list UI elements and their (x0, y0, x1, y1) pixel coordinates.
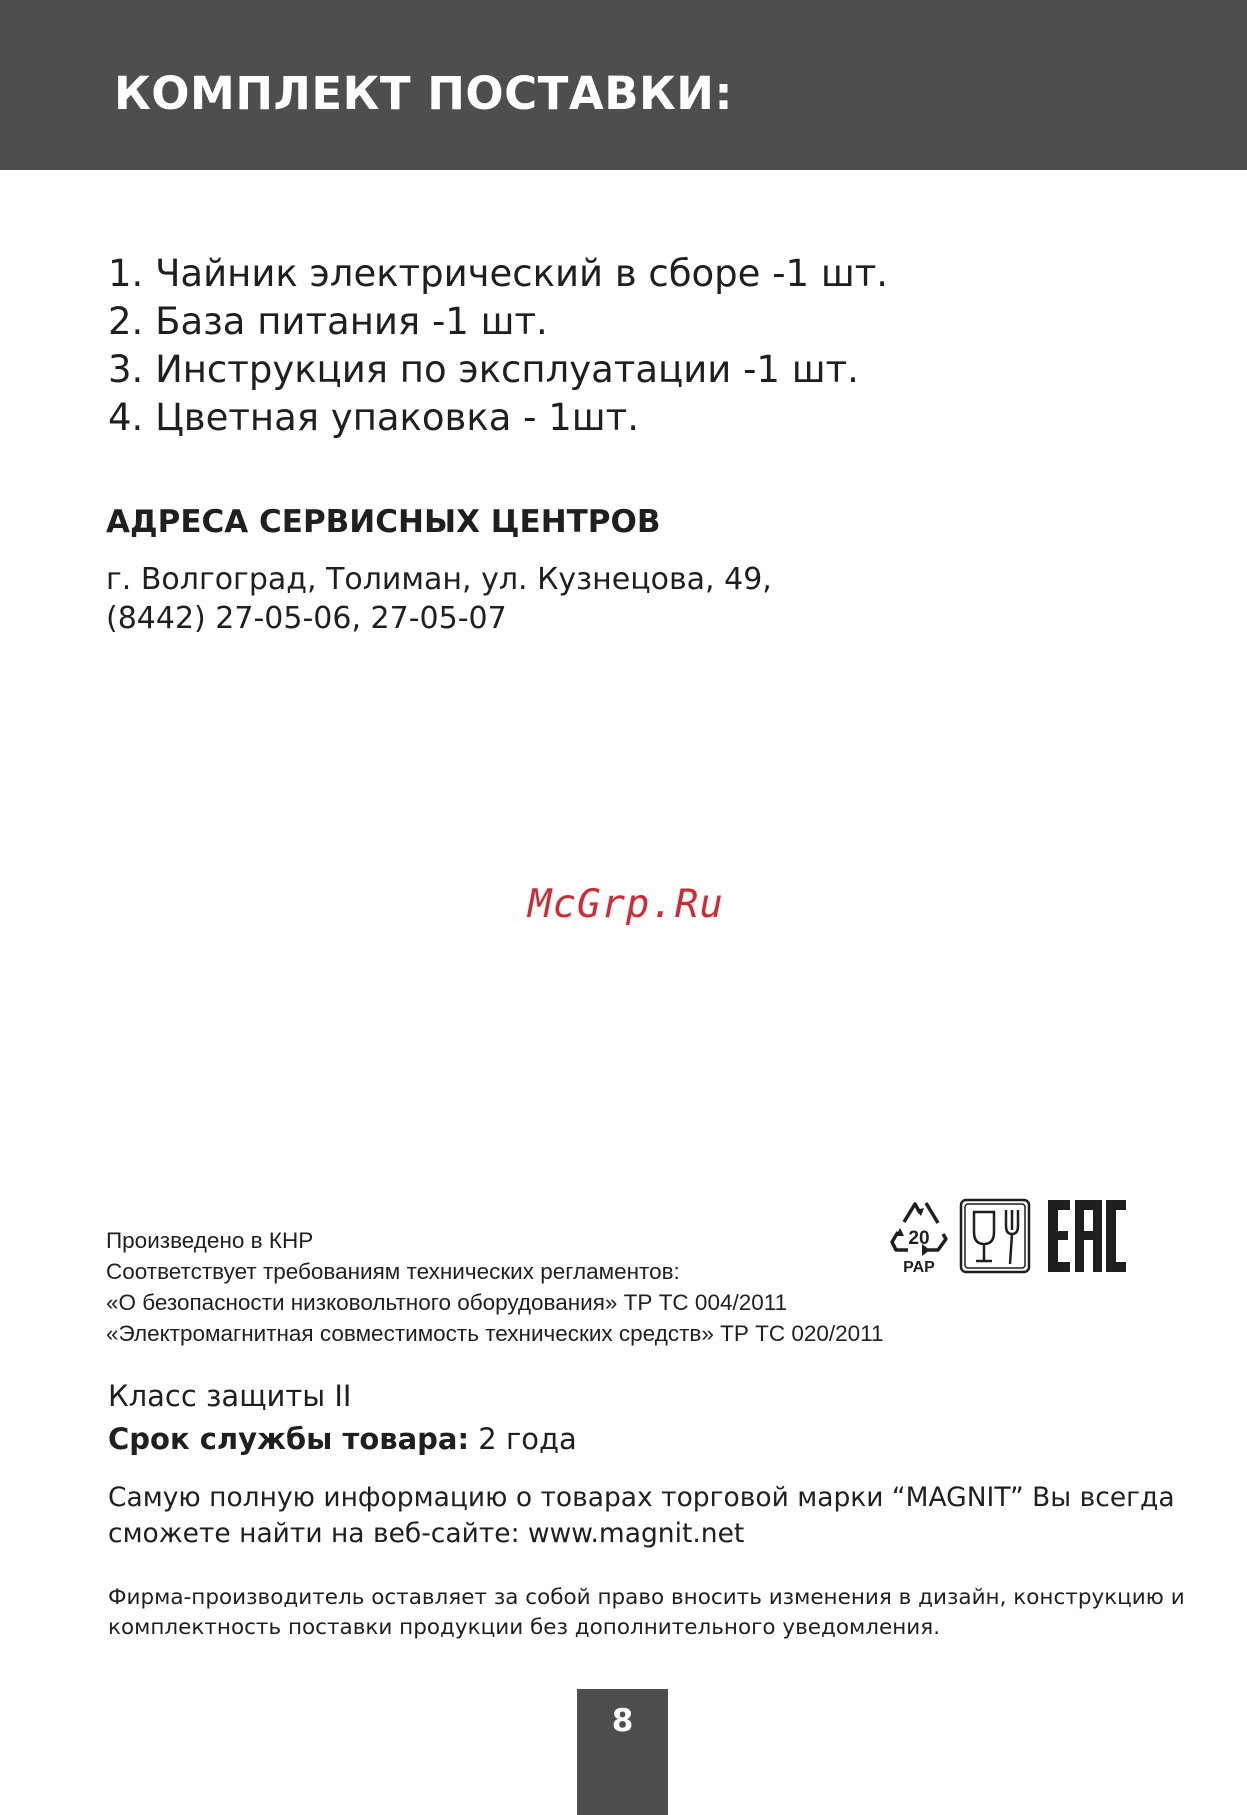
info-line: Самую полную информацию о товарах торговой марки “MAGNIT” Вы всегда (108, 1482, 1175, 1513)
origin-line: Произведено в КНР (106, 1228, 314, 1253)
service-life (108, 1418, 577, 1460)
page-number: 8 (611, 1703, 634, 1739)
list-item: 4. Цветная упаковка - 1шт. (108, 396, 639, 439)
header-bar (0, 0, 1247, 170)
service-life-value: 2 года (469, 1422, 577, 1456)
regulations-block (106, 1225, 884, 1349)
address-line: г. Волгоград, Толиман, ул. Кузнецова, 49, (106, 562, 772, 597)
recycle-code: 20 (908, 1228, 930, 1249)
recycle-material: PAP (903, 1259, 935, 1276)
eac-mark-icon (1048, 1200, 1126, 1272)
service-center-address (106, 560, 772, 638)
phone-line: (8442) 27-05-06, 27-05-07 (106, 601, 507, 636)
list-item: 1. Чайник электрический в сборе -1 шт. (108, 252, 889, 295)
info-paragraph (108, 1480, 1175, 1552)
protection-class: Класс защиты II (108, 1379, 352, 1413)
disclaimer-line: Фирма-производитель оставляет за собой право вносить изменения в дизайн, конструкцию и (108, 1585, 1185, 1610)
recycle-icon (892, 1203, 946, 1276)
kit-list (108, 250, 888, 442)
list-item: 3. Инструкция по эксплуатации -1 шт. (108, 348, 859, 391)
page-number-tab (577, 1689, 668, 1815)
info-line: сможете найти на веб-сайте: www.magnit.net (108, 1518, 745, 1549)
regulation-line: «Электромагнитная совместимость технических средств» ТР ТС 020/2011 (106, 1321, 884, 1346)
disclaimer-line: комплектность поставки продукции без дополнительного уведомления. (108, 1615, 941, 1640)
compliance-line: Соответствует требованиям технических регламентов: (106, 1259, 680, 1284)
certification-marks (888, 1196, 1128, 1280)
list-item: 2. База питания -1 шт. (108, 300, 548, 343)
watermark: McGrp.Ru (528, 882, 724, 927)
regulation-line: «О безопасности низковольтного оборудования» ТР ТС 004/2011 (106, 1290, 788, 1315)
food-contact-icon (961, 1200, 1029, 1272)
service-life-label: Срок службы товара: (108, 1422, 470, 1456)
page-title: КОМПЛЕКТ ПОСТАВКИ: (114, 67, 733, 120)
disclaimer-paragraph (108, 1583, 1185, 1643)
service-centers-heading: АДРЕСА СЕРВИСНЫХ ЦЕНТРОВ (106, 504, 661, 540)
